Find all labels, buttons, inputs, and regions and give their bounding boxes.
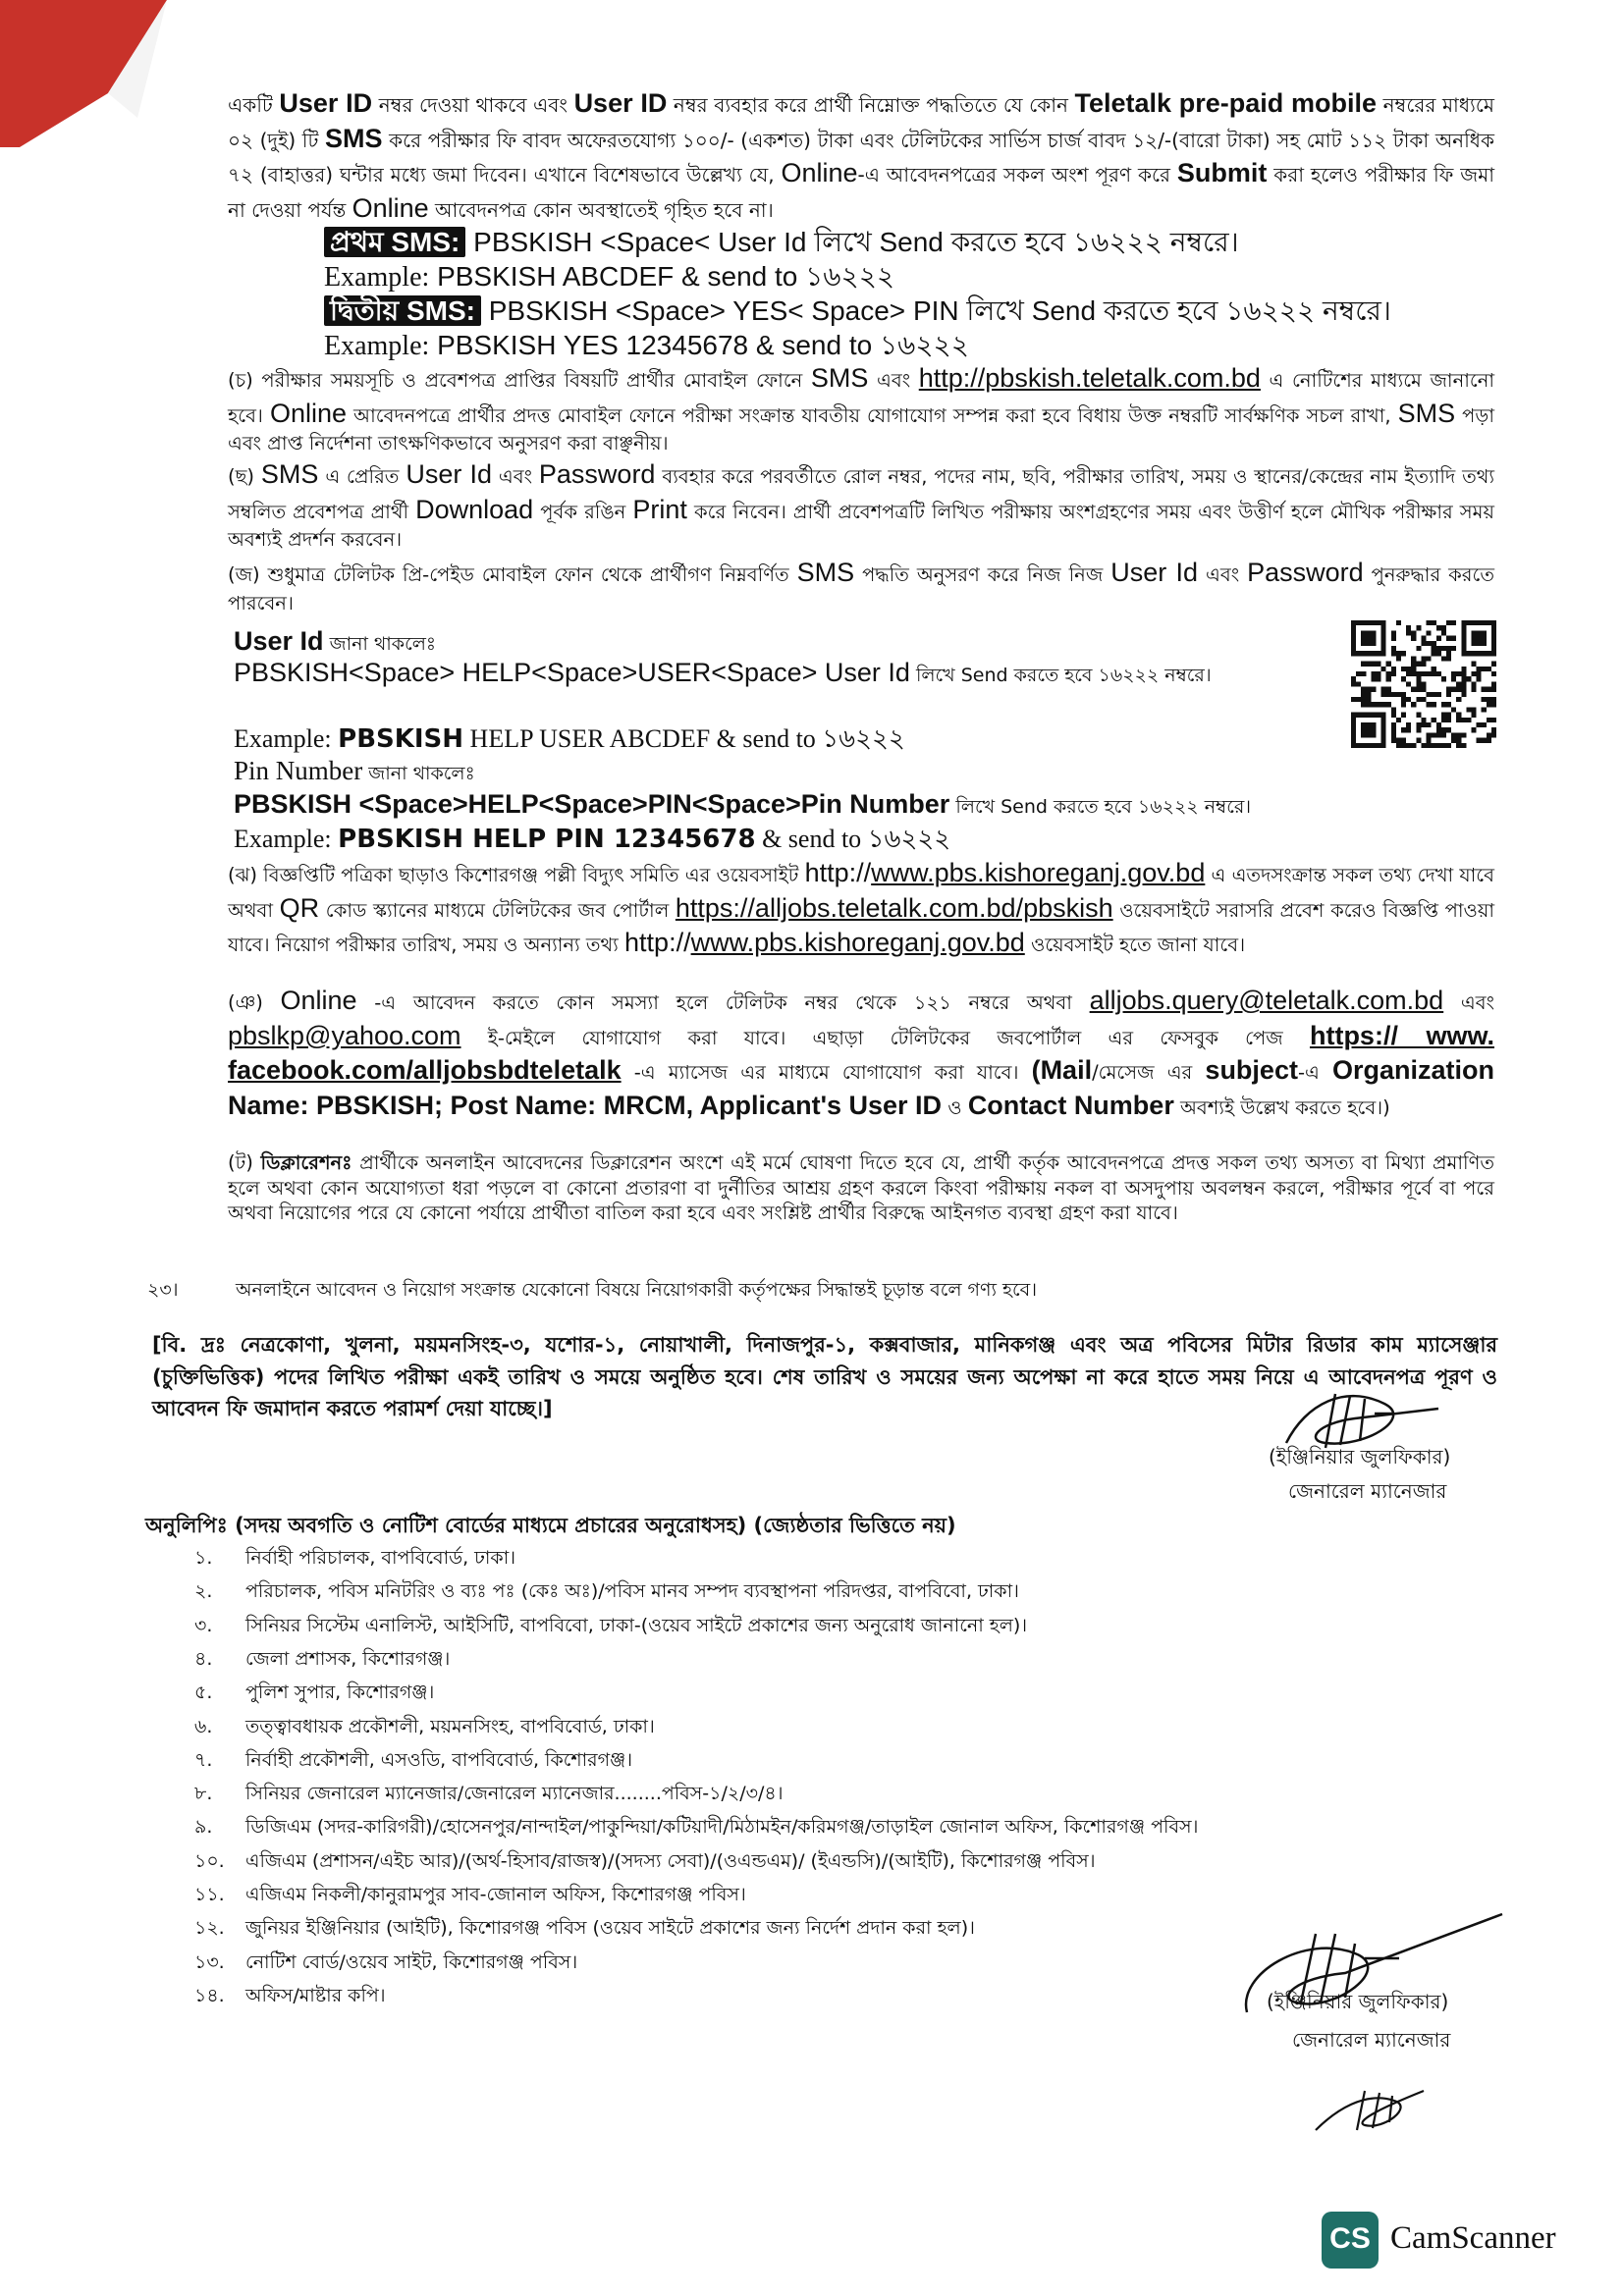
text-run: User Id — [234, 626, 324, 656]
text-run: এবং — [1198, 563, 1248, 586]
paragraph-ja — [228, 556, 1494, 615]
text-run: http:// — [804, 858, 872, 887]
signature-2-name: (ইঞ্জিনিয়ার জুলফিকার) — [1267, 1990, 1449, 2013]
camscanner-text: CamScanner — [1390, 2220, 1556, 2256]
text-run: ব্যবহার করে পরবর্তীতে রোল নম্বর, পদের নাম, ছবি, পরীক্ষার তারিখ, সময় ও স্থানের/কেন্দ্রের নাম ইত্যাদি তথ্য সম্বলিত প্রবেশপত্র প্রার্থী — [228, 465, 1494, 523]
text-run: করে নিবেন। প্রার্থী প্রবেশপত্রটি লিখিত পরীক্ষায় অংশগ্রহণের সময় এবং উত্তীর্ণ হলে মৌখিক পরীক্ষার সময় অবশ্যই প্রদর্শন করবেন। — [228, 500, 1494, 552]
initials-mark — [1306, 2071, 1443, 2140]
text-run: QR — [279, 892, 320, 923]
example-text: PBSKISH ABCDEF & send to ১৬২২২ — [429, 261, 895, 292]
text-run: করা হলেও পরীক্ষার ফি জমা না দেওয়া পর্যন্ত — [228, 163, 1494, 222]
text-run: & send to ১৬২২২ — [755, 825, 951, 853]
paragraph-chha — [228, 457, 1494, 553]
text-run: PBSKISH<Space> HELP<Space>USER<Space> User Id — [234, 658, 910, 687]
cc-list-item — [194, 1612, 1027, 1643]
text-run: Password — [538, 459, 656, 489]
text-run: এবং — [492, 465, 539, 488]
cc-list-item — [194, 1949, 577, 1980]
cc-item-number: ১১. — [194, 1884, 225, 1905]
cc-item-number: ৬. — [194, 1715, 213, 1737]
cc-list-item — [194, 1679, 434, 1710]
cc-item-number: ৯. — [194, 1816, 213, 1839]
cc-item-text: এজিএম (প্রশাসন/এইচ আর)/(অর্থ-হিসাব/রাজস্ব)/(সদস্য সেবা)/(ওএন্ডএম)/ (ইএন্ডসি)/(আইটি), কিশোরগঞ্জ পবিস। — [245, 1849, 1096, 1872]
text-run: PBSKISH <Space>HELP<Space>PIN<Space>Pin Number — [234, 789, 950, 819]
text-run: Contact Number — [967, 1090, 1174, 1120]
text-run: Teletalk pre-paid mobile — [1074, 88, 1378, 118]
text-run: জানা থাকলেঃ — [323, 633, 437, 655]
cc-item-number: ১৩. — [194, 1950, 225, 1973]
cc-item-text: নির্বাহী প্রকৌশলী, এসওডি, বাপবিবোর্ড, কিশোরগঞ্জ। — [245, 1748, 633, 1771]
text-run: SMS — [1397, 398, 1456, 428]
cc-item-text: জেলা প্রশাসক, কিশোরগঞ্জ। — [245, 1647, 451, 1670]
recover-pin-label — [234, 754, 475, 789]
cc-title: অনুলিপিঃ (সদয় অবগতি ও নোটিশ বোর্ডের মাধ্যমে প্রচারের অনুরোধসহ) (জ্যেষ্ঠতার ভিত্তিতে নয়) — [145, 1514, 956, 1537]
pbs-website-link[interactable]: www.pbs.kishoreganj.gov.bd — [871, 858, 1206, 887]
cc-item-number: ১৪. — [194, 1984, 225, 2006]
text-run: এবং — [868, 369, 919, 392]
text-run: ওয়েবসাইট হতে জানা যাবে। — [1024, 934, 1246, 957]
cc-list-item — [194, 1544, 515, 1575]
cc-list-item — [194, 1847, 1096, 1879]
text-run: জানা থাকলেঃ — [362, 763, 475, 784]
cc-item-text: পরিচালক, পবিস মনিটরিং ও ব্যঃ পঃ (কেঃ অঃ)/পবিস মানব সম্পদ ব্যবস্থাপনা পরিদপ্তর, বাপবিবো, ঢাকা। — [245, 1580, 1019, 1603]
text-run: এ নোটিশের মাধ্যমে জানানো হবে। — [228, 369, 1494, 427]
pbs-website-link[interactable]: www.pbs.kishoreganj.gov.bd — [690, 928, 1025, 958]
cc-item-text: নির্বাহী পরিচালক, বাপবিবোর্ড, ঢাকা। — [245, 1547, 516, 1569]
text-run: Submit — [1176, 158, 1268, 188]
text-run: subject — [1205, 1055, 1298, 1086]
text-run: (ঝ) বিজ্ঞপ্তিটি পত্রিকা ছাড়াও কিশোরগঞ্জ পল্লী বিদ্যুৎ সমিতি এর ওয়েবসাইট — [228, 864, 805, 886]
item-number: ২৩। — [147, 1279, 179, 1301]
cc-item-number: ২. — [194, 1580, 213, 1603]
signature-1-name: (ইঞ্জিনিয়ার জুলফিকার) — [1269, 1445, 1451, 1468]
text-run: এবং — [1443, 991, 1494, 1014]
qr-code-icon[interactable] — [1351, 620, 1496, 748]
cc-item-text: পুলিশ সুপার, কিশোরগঞ্জ। — [245, 1682, 435, 1704]
text-run: ও — [942, 1095, 968, 1119]
recover-user-command — [234, 656, 1324, 691]
item-23 — [147, 1278, 1037, 1303]
cc-item-text: অফিস/মাষ্টার কপি। — [245, 1984, 386, 2006]
text-run: PBSKISH — [338, 724, 464, 754]
cc-item-number: ১২. — [194, 1917, 225, 1940]
text-run: পূর্বক রঙিন — [533, 500, 633, 523]
text-run: http:// — [624, 928, 691, 958]
paragraph-cha — [228, 361, 1494, 456]
text-run: Example: — [234, 825, 339, 853]
text-run: নম্বর ব্যবহার করে প্রার্থী নিম্নোক্ত পদ্ধতিতে যে কোন — [667, 93, 1075, 117]
intro-paragraph — [228, 86, 1494, 227]
pbskish-link[interactable]: http://pbskish.teletalk.com.bd — [918, 363, 1261, 393]
text-run: Online — [269, 398, 347, 428]
cc-list-item — [194, 1914, 975, 1946]
text-run: Print — [632, 494, 687, 524]
alljobs-link[interactable]: https://alljobs.teletalk.com.bd/pbskish — [675, 892, 1113, 923]
text-run: Password — [1247, 558, 1364, 587]
text-run: পদ্ধতি অনুসরণ করে নিজ নিজ — [854, 563, 1111, 586]
text-run: লিখে Send করতে হবে ১৬২২২ নম্বরে। — [949, 796, 1252, 818]
camscanner-logo-icon: CS — [1322, 2212, 1379, 2269]
text-run: পড়া এবং প্রাপ্ত নির্দেশনা তাৎক্ষণিকভাবে অনুসরণ করা বাঞ্ছনীয়। — [228, 403, 1494, 455]
text-run: প্রার্থীকে অনলাইন আবেদনের ডিক্লারেশন অংশে এই মর্মে ঘোষণা দিতে হবে যে, প্রার্থী কর্তৃক আবেদনপত্রে প্রদত্ত সকল তথ্য অসত্য বা মিথ্যা প্রমাণিত হলে অথবা কোন অযোগ্যতা ধরা পড়লে বা কোনো প্রতারণা বা দুর্নীতির আশ্রয় গ্রহণ করলে কিংবা পরীক্ষায় নকল বা অসদুপায় অবলম্বন করলে, পরীক্ষার পূর্বে বা পরে অথবা নিয়োগের পরে যে কোনো পর্যায়ে প্রার্থীতা বাতিল করা হবে এবং সংশ্লিষ্ট প্রার্থীর বিরুদ্ধে আইনগত ব্যবস্থা গ্রহণ করা যাবে। — [228, 1151, 1494, 1225]
cc-list-item — [194, 1577, 1019, 1609]
cc-list-item — [194, 1713, 655, 1744]
cc-item-text: এজিএম নিকলী/কানুরামপুর সাব-জোনাল অফিস, কিশোরগঞ্জ পবিস। — [245, 1884, 746, 1905]
text-run: /মেসেজ এর — [1092, 1061, 1206, 1085]
text-run: কোড স্ক্যানের মাধ্যমে টেলিটকের জব পোর্টাল — [319, 898, 676, 922]
sms-second-text: PBSKISH <Space> YES< Space> PIN লিখে Send করতে হবে ১৬২২২ নম্বরে। — [480, 295, 1391, 326]
text-run: -এ ম্যাসেজ এর মাধ্যমে যোগাযোগ করা যাবে। — [621, 1061, 1032, 1085]
cc-item-text: ডিজিএম (সদর-কারিগরী)/হোসেনপুর/নান্দাইল/পাকুন্দিয়া/কটিয়াদী/মিঠামইন/করিমগঞ্জ/তাড়াইল জোনাল অফিস, কিশোরগঞ্জ পবিস। — [245, 1816, 1199, 1839]
text-run: আবেদনপত্রে প্রার্থীর প্রদত্ত মোবাইল ফোনে পরীক্ষা সংক্রান্ত যাবতীয় যোগাযোগ সম্পন্ন করা হবে বিধায় উক্ত নম্বরটি সার্বক্ষণিক সচল রাখা, — [347, 403, 1398, 427]
cc-list-item — [194, 1746, 632, 1778]
text-run: -এ আবেদনপত্রের সকল অংশ পূরণ করে — [857, 163, 1177, 187]
example-label: Example: — [324, 262, 430, 293]
text-run: SMS — [796, 558, 855, 587]
recover-pin-command — [234, 787, 1251, 823]
yahoo-email-link[interactable]: pbslkp@yahoo.com — [228, 1020, 461, 1050]
cc-list-item — [194, 1813, 1198, 1844]
text-run: PBSKISH HELP PIN 12345678 — [338, 825, 756, 854]
text-run: (Mail — [1031, 1055, 1093, 1086]
sms-first-tag: প্রথম SMS: — [324, 227, 465, 257]
text-run: পুনরুদ্ধার করতে পারবেন। — [228, 563, 1494, 614]
text-run: -এ আবেদন করতে কোন সমস্যা হলে টেলিটক নম্বর থেকে ১২১ নম্বরে অথবা — [356, 991, 1090, 1014]
sms-first-text: PBSKISH <Space< User Id লিখে Send করতে হবে ১৬২২২ নম্বরে। — [465, 227, 1239, 257]
text-run: HELP USER ABCDEF & send to ১৬২২২ — [463, 724, 905, 753]
cc-item-number: ৩. — [194, 1614, 213, 1636]
text-run: User Id — [406, 459, 493, 489]
text-run: Online — [280, 986, 357, 1015]
cc-item-text: জুনিয়র ইঞ্জিনিয়ার (আইটি), কিশোরগঞ্জ পবিস (ওয়েব সাইটে প্রকাশের জন্য নির্দেশ প্রদান করা হল)। — [245, 1917, 975, 1940]
text-run: নম্বর দেওয়া থাকবে এবং — [372, 93, 574, 117]
text-run: ওয়েবসাইটে সরাসরি প্রবেশ করেও বিজ্ঞপ্তি পাওয়া যাবে। নিয়োগ পরীক্ষার তারিখ, সময় ও অন্যান্য তথ্য — [228, 898, 1494, 957]
text-run: User ID — [573, 88, 668, 118]
special-note: [বি. দ্রঃ নেত্রকোণা, খুলনা, ময়মনসিংহ-৩, যশোর-১, নোয়াখালী, দিনাজপুর-১, কক্সবাজার, মানিকগঞ্জ এবং অত্র পবিসের মিটার রিডার কাম ম্যাসেঞ্জার (চুক্তিভিত্তিক) পদের লিখিত পরীক্ষা একই তারিখ ও সময়ে অনুষ্ঠিত হবে। শেষ তারিখ ও সময়ের জন্য অপেক্ষা না করে হাতে সময় নিয়ে এ আবেদনপত্র পূরণ ও আবেদন ফি জমাদান করতে পরামর্শ দেয়া যাচ্ছে।] — [152, 1333, 1497, 1421]
example-text: PBSKISH YES 12345678 & send to ১৬২২২ — [429, 330, 969, 360]
query-email-link[interactable]: alljobs.query@teletalk.com.bd — [1089, 986, 1444, 1015]
cc-item-number: ১০. — [194, 1849, 225, 1872]
text-run: অবশ্যই উল্লেখ করতে হবে।) — [1173, 1095, 1390, 1119]
text-run: (জ) শুধুমাত্র টেলিটক প্রি-পেইড মোবাইল ফোন থেকে প্রার্থীগণ নিম্নবর্ণিত — [228, 563, 797, 586]
text-run: Online — [781, 158, 858, 188]
facebook-link[interactable]: https:// www. facebook.com/alljobsbdteletalk — [228, 1020, 1495, 1086]
text-run: করে পরীক্ষার ফি বাবদ অফেরতযোগ্য ১০০/- (একশত) টাকা এবং টেলিটকের সার্ভিস চার্জ বাবদ ১২/-(বারো টাকা) সহ মোট ১১২ টাকা অনধিক ৭২ (বাহাত্তর) ঘন্টার মধ্যে জমা দিবেন। এখানে বিশেষভাবে উল্লেখ্য যে, — [228, 128, 1494, 187]
cc-item-text: সিনিয়র সিস্টেম এনালিস্ট, আইসিটি, বাপবিবো, ঢাকা-(ওয়েব সাইটে প্রকাশের জন্য অনুরোধ জানানো হল)। — [245, 1614, 1028, 1636]
cc-item-number: ৪. — [194, 1647, 213, 1670]
item-text: অনলাইনে আবেদন ও নিয়োগ সংক্রান্ত যেকোনো বিষয়ে নিয়োগকারী কর্তৃপক্ষের সিদ্ধান্তই চূড়ান্ত বলে গণ্য হবে। — [236, 1279, 1038, 1301]
text-run: Download — [415, 494, 534, 524]
text-run: Organization Name: PBSKISH; Post Name: MRCM, Applicant's User ID — [228, 1055, 1494, 1120]
text-run: আবেদনপত্র কোন অবস্থাতেই গৃহিত হবে না। — [428, 197, 774, 222]
cc-item-number: ১. — [194, 1547, 213, 1569]
text-run: Pin Number — [234, 756, 363, 785]
example-label: Example: — [324, 331, 430, 361]
paragraph-ta — [228, 1150, 1494, 1226]
cc-list-item — [194, 1780, 784, 1811]
text-run: SMS — [810, 363, 869, 393]
text-run: ডিক্লারেশনঃ — [260, 1151, 352, 1174]
cc-list-item — [194, 1982, 386, 2013]
cc-item-number: ৫. — [194, 1682, 213, 1704]
cc-item-number: ৭. — [194, 1748, 213, 1771]
text-run: এ এতদসংক্রান্ত সকল তথ্য দেখা যাবে অথবা — [228, 864, 1494, 922]
text-run: Online — [352, 192, 429, 223]
sms-second-tag: দ্বিতীয় SMS: — [324, 295, 481, 326]
signature-1-title: জেনারেল ম্যানেজার — [1288, 1479, 1447, 1503]
text-run: User Id — [1110, 558, 1199, 587]
text-run: SMS — [260, 459, 319, 489]
cc-item-text: সিনিয়র জেনারেল ম্যানেজার/জেনারেল ম্যানেজার........পবিস-১/২/৩/৪। — [245, 1783, 784, 1805]
text-run: একটি — [228, 93, 280, 117]
cc-item-number: ৮. — [194, 1783, 213, 1805]
text-run: এ প্রেরিত — [318, 465, 406, 488]
text-run: (চ) পরীক্ষার সময়সূচি ও প্রবেশপত্র প্রাপ্তির বিষয়টি প্রার্থীর মোবাইল ফোনে — [228, 369, 811, 392]
cc-list-item — [194, 1645, 450, 1677]
text-run: (ঞ) — [228, 991, 281, 1014]
text-run: ই-মেইলে যোগাযোগ করা যাবে। এছাড়া টেলিটকের জবপোর্টাল এর ফেসবুক পেজ — [460, 1026, 1310, 1049]
paragraph-nya — [228, 984, 1494, 1124]
cc-item-text: নোটিশ বোর্ড/ওয়েব সাইট, কিশোরগঞ্জ পবিস। — [245, 1950, 578, 1973]
cc-item-text: তত্ত্বাবধায়ক প্রকৌশলী, ময়মনসিংহ, বাপবিবোর্ড, ঢাকা। — [245, 1715, 655, 1737]
recover-user-label — [234, 624, 436, 660]
signature-2-title: জেনারেল ম্যানেজার — [1292, 2028, 1451, 2052]
text-run: SMS — [325, 123, 383, 153]
text-run: Example: — [234, 724, 339, 753]
text-run: লিখে Send করতে হবে ১৬২২২ নম্বরে। — [909, 665, 1212, 686]
recover-user-example — [234, 722, 905, 756]
text-run: -এ — [1297, 1061, 1332, 1085]
recover-pin-example — [234, 823, 950, 856]
cc-list-item — [194, 1881, 746, 1912]
text-run: (ছ) — [228, 465, 261, 488]
text-run: User ID — [279, 88, 373, 118]
text-run: (ট) — [228, 1151, 261, 1174]
text-run: নম্বরের মাধ্যমে ০২ (দুই) টি — [228, 93, 1494, 152]
paragraph-jha — [228, 856, 1494, 961]
